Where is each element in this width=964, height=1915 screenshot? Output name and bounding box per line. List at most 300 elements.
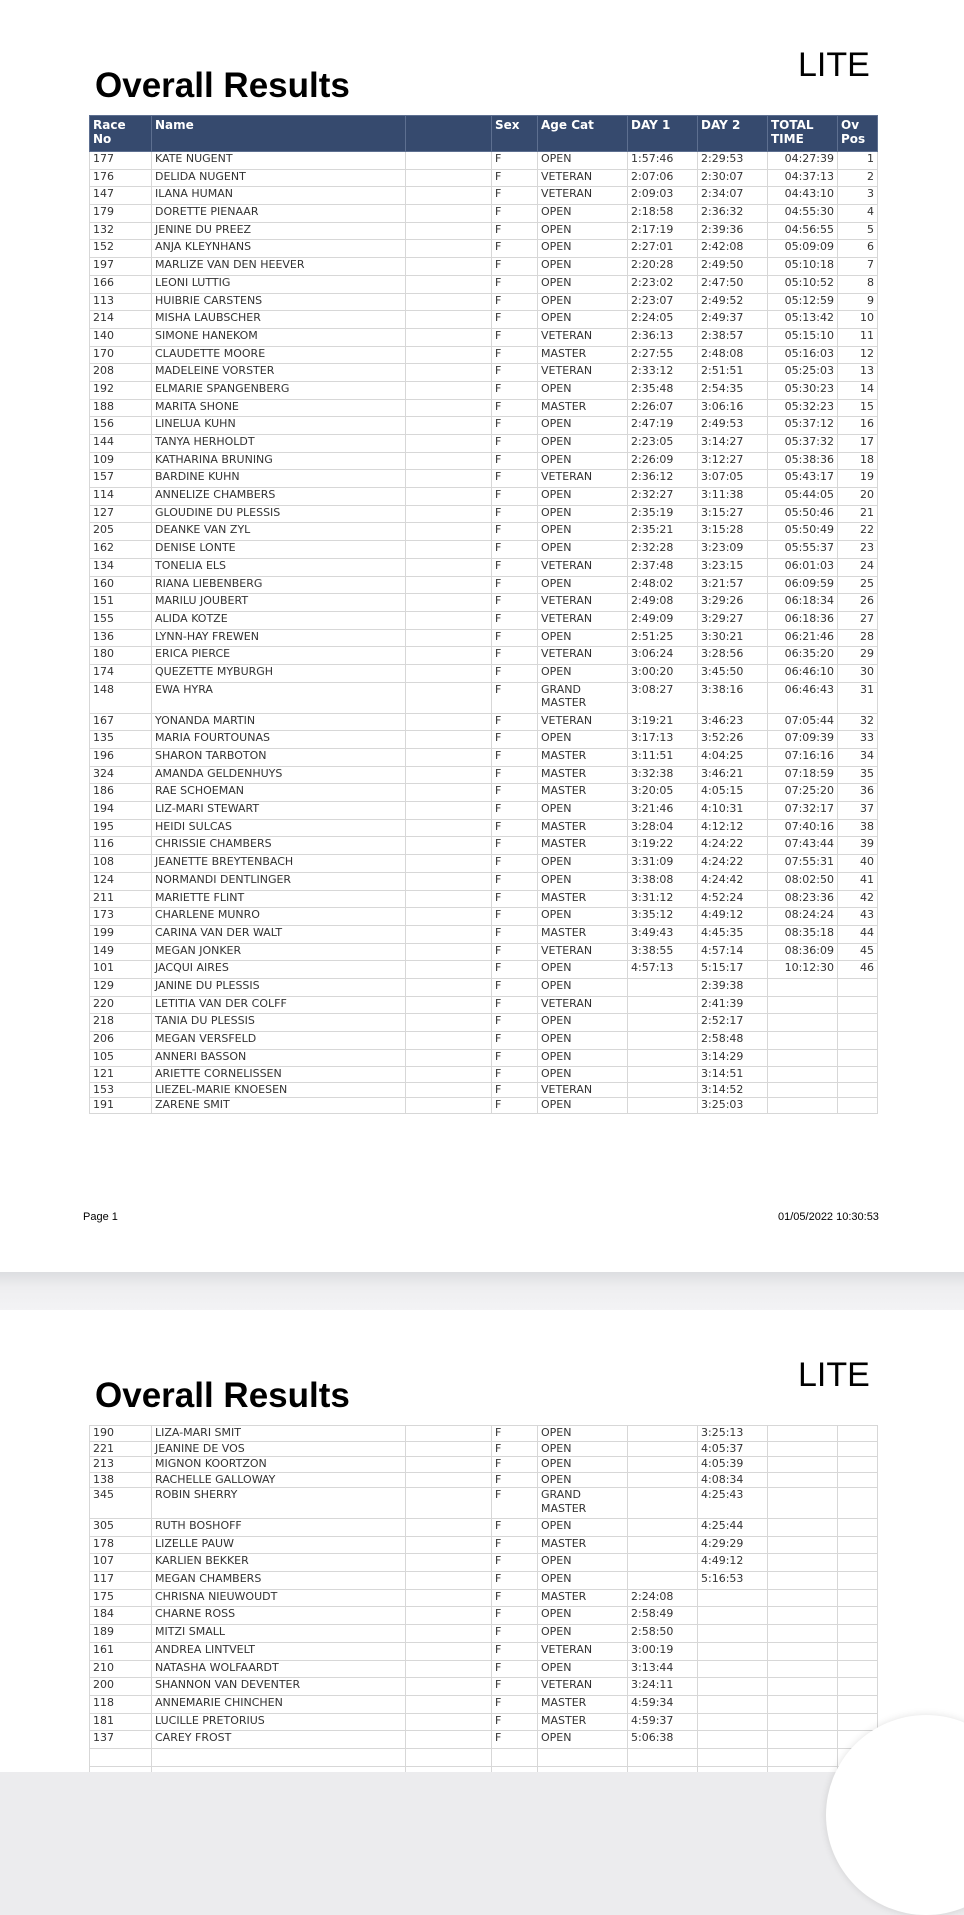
- cell-day-2: 4:25:43: [698, 1488, 768, 1519]
- cell-blank: [406, 784, 492, 802]
- cell-sex: F: [492, 152, 538, 170]
- cell-sex: F: [492, 1554, 538, 1572]
- cell-sex: F: [492, 523, 538, 541]
- cell-name: TONELIA ELS: [152, 558, 406, 576]
- cell-race-no: 107: [90, 1554, 152, 1572]
- cell-sex: F: [492, 328, 538, 346]
- cell-day-1: 3:38:55: [628, 943, 698, 961]
- cell-age-cat: MASTER: [538, 1713, 628, 1731]
- cell-age-cat: VETERAN: [538, 611, 628, 629]
- cell-race-no: 136: [90, 629, 152, 647]
- cell-day-2: 4:49:12: [698, 1554, 768, 1572]
- cell-blank: [406, 1748, 492, 1766]
- cell-blank: [406, 240, 492, 258]
- cell-day-2: 4:10:31: [698, 802, 768, 820]
- cell-day-2: 3:11:38: [698, 488, 768, 506]
- table-row: [90, 1589, 878, 1607]
- table-row: [90, 346, 878, 364]
- cell-blank: [406, 872, 492, 890]
- cell-age-cat: OPEN: [538, 1572, 628, 1590]
- cell-sex: F: [492, 488, 538, 506]
- cell-total-time: [768, 1589, 838, 1607]
- table-row: [90, 1766, 878, 1772]
- cell-day-1: [628, 1457, 698, 1473]
- cell-race-no: 188: [90, 399, 152, 417]
- cell-race-no: 213: [90, 1457, 152, 1473]
- cell-race-no: 218: [90, 1014, 152, 1032]
- cell-ov-pos: 9: [838, 293, 878, 311]
- table-header-row: [90, 116, 878, 152]
- table-row: [90, 978, 878, 996]
- cell-sex: F: [492, 925, 538, 943]
- table-row: [90, 682, 878, 713]
- cell-day-1: 4:59:37: [628, 1713, 698, 1731]
- cell-ov-pos: 46: [838, 961, 878, 979]
- cell-day-2: 2:29:53: [698, 152, 768, 170]
- cell-day-2: 2:47:50: [698, 275, 768, 293]
- cell-ov-pos: 29: [838, 647, 878, 665]
- cell-race-no: 210: [90, 1660, 152, 1678]
- page-separator: [0, 1272, 964, 1310]
- table-row: [90, 258, 878, 276]
- cell-day-2: 3:14:51: [698, 1067, 768, 1083]
- cell-name: ANNEMARIE CHINCHEN: [152, 1695, 406, 1713]
- cell-day-1: 2:36:13: [628, 328, 698, 346]
- cell-day-2: 4:08:34: [698, 1472, 768, 1488]
- cell-name: CHARLENE MUNRO: [152, 908, 406, 926]
- cell-day-1: 2:09:03: [628, 187, 698, 205]
- cell-age-cat: OPEN: [538, 872, 628, 890]
- cell-name: CARINA VAN DER WALT: [152, 925, 406, 943]
- cell-sex: F: [492, 1014, 538, 1032]
- cell-blank: [406, 664, 492, 682]
- cell-blank: [406, 629, 492, 647]
- cell-total-time: 05:12:59: [768, 293, 838, 311]
- cell-total-time: 05:50:46: [768, 505, 838, 523]
- cell-sex: F: [492, 240, 538, 258]
- cell-total-time: 05:30:23: [768, 381, 838, 399]
- cell-day-2: [698, 1678, 768, 1696]
- cell-blank: [406, 435, 492, 453]
- cell-sex: F: [492, 1472, 538, 1488]
- cell-name: MEGAN CHAMBERS: [152, 1572, 406, 1590]
- table-row: [90, 417, 878, 435]
- cell-total-time: [768, 1098, 838, 1114]
- cell-total-time: [768, 1472, 838, 1488]
- table-row: [90, 169, 878, 187]
- cell-age-cat: OPEN: [538, 908, 628, 926]
- cell-sex: F: [492, 1098, 538, 1114]
- table-row: [90, 1519, 878, 1537]
- cell-day-2: 2:49:53: [698, 417, 768, 435]
- cell-ov-pos: [838, 1713, 878, 1731]
- cell-total-time: 07:09:39: [768, 731, 838, 749]
- cell-race-no: 180: [90, 647, 152, 665]
- cell-age-cat: VETERAN: [538, 647, 628, 665]
- cell-day-1: 3:28:04: [628, 819, 698, 837]
- cell-day-1: 2:51:25: [628, 629, 698, 647]
- cell-age-cat: OPEN: [538, 1731, 628, 1749]
- cell-day-1: [628, 1032, 698, 1050]
- cell-sex: F: [492, 1536, 538, 1554]
- cell-day-2: 2:42:08: [698, 240, 768, 258]
- cell-total-time: [768, 1642, 838, 1660]
- cell-total-time: [768, 1441, 838, 1457]
- cell-sex: F: [492, 1519, 538, 1537]
- cell-sex: F: [492, 1082, 538, 1098]
- cell-sex: F: [492, 1625, 538, 1643]
- col-age-cat: Age Cat: [538, 116, 628, 152]
- cell-day-1: 2:24:05: [628, 311, 698, 329]
- cell-age-cat: MASTER: [538, 784, 628, 802]
- cell-ov-pos: 5: [838, 222, 878, 240]
- table-row: [90, 664, 878, 682]
- cell-day-1: [628, 1488, 698, 1519]
- cell-day-1: 2:35:21: [628, 523, 698, 541]
- cell-total-time: [768, 1082, 838, 1098]
- cell-sex: F: [492, 890, 538, 908]
- table-row: [90, 819, 878, 837]
- cell-age-cat: OPEN: [538, 1441, 628, 1457]
- cell-ov-pos: 37: [838, 802, 878, 820]
- cell-age-cat: OPEN: [538, 629, 628, 647]
- cell-total-time: 10:12:30: [768, 961, 838, 979]
- table-row: [90, 943, 878, 961]
- cell-ov-pos: 10: [838, 311, 878, 329]
- cell-total-time: 07:25:20: [768, 784, 838, 802]
- cell-day-2: 4:05:37: [698, 1441, 768, 1457]
- cell-name: SIMONE HANEKOM: [152, 328, 406, 346]
- cell-ov-pos: 27: [838, 611, 878, 629]
- table-row: [90, 505, 878, 523]
- cell-name: NORMANDI DENTLINGER: [152, 872, 406, 890]
- cell-total-time: 04:37:13: [768, 169, 838, 187]
- cell-blank: [406, 558, 492, 576]
- cell-race-no: 200: [90, 1678, 152, 1696]
- cell-name: MARLIZE VAN DEN HEEVER: [152, 258, 406, 276]
- cell-ov-pos: 45: [838, 943, 878, 961]
- cell-day-2: [698, 1713, 768, 1731]
- cell-blank: [406, 1519, 492, 1537]
- cell-ov-pos: [838, 1554, 878, 1572]
- table-row: [90, 240, 878, 258]
- cell-age-cat: MASTER: [538, 925, 628, 943]
- cell-name: [152, 1766, 406, 1772]
- cell-sex: F: [492, 1607, 538, 1625]
- cell-day-1: [628, 1067, 698, 1083]
- cell-age-cat: OPEN: [538, 311, 628, 329]
- cell-day-1: 2:35:48: [628, 381, 698, 399]
- table-row: [90, 1098, 878, 1114]
- cell-ov-pos: 22: [838, 523, 878, 541]
- cell-name: LIZA-MARI SMIT: [152, 1426, 406, 1442]
- cell-day-2: [698, 1589, 768, 1607]
- cell-day-1: 3:11:51: [628, 749, 698, 767]
- cell-name: CHRISNA NIEUWOUDT: [152, 1589, 406, 1607]
- cell-day-2: 3:23:09: [698, 541, 768, 559]
- cell-name: TANIA DU PLESSIS: [152, 1014, 406, 1032]
- cell-name: MIGNON KOORTZON: [152, 1457, 406, 1473]
- cell-race-no: 117: [90, 1572, 152, 1590]
- cell-sex: F: [492, 205, 538, 223]
- table-row: [90, 275, 878, 293]
- cell-sex: [492, 1748, 538, 1766]
- cell-day-1: 4:59:34: [628, 1695, 698, 1713]
- cell-ov-pos: [838, 1678, 878, 1696]
- cell-ov-pos: 42: [838, 890, 878, 908]
- table-row: [90, 1457, 878, 1473]
- cell-age-cat: OPEN: [538, 978, 628, 996]
- cell-sex: F: [492, 1660, 538, 1678]
- cell-age-cat: OPEN: [538, 417, 628, 435]
- cell-day-1: 2:49:08: [628, 594, 698, 612]
- cell-ov-pos: 1: [838, 152, 878, 170]
- cell-total-time: 05:50:49: [768, 523, 838, 541]
- cell-name: DEANKE VAN ZYL: [152, 523, 406, 541]
- cell-name: LINELUA KUHN: [152, 417, 406, 435]
- cell-day-1: 2:36:12: [628, 470, 698, 488]
- cell-blank: [406, 399, 492, 417]
- cell-name: CAREY FROST: [152, 1731, 406, 1749]
- cell-day-1: [628, 1519, 698, 1537]
- cell-total-time: 05:13:42: [768, 311, 838, 329]
- cell-day-2: 4:49:12: [698, 908, 768, 926]
- cell-ov-pos: [838, 1457, 878, 1473]
- cell-age-cat: OPEN: [538, 1457, 628, 1473]
- cell-day-1: [628, 1441, 698, 1457]
- cell-day-1: 2:49:09: [628, 611, 698, 629]
- cell-blank: [406, 505, 492, 523]
- cell-name: SHANNON VAN DEVENTER: [152, 1678, 406, 1696]
- cell-sex: F: [492, 541, 538, 559]
- results-page-2: [0, 1310, 964, 1772]
- cell-race-no: 162: [90, 541, 152, 559]
- cell-race-no: 175: [90, 1589, 152, 1607]
- cell-total-time: [768, 1660, 838, 1678]
- cell-blank: [406, 1554, 492, 1572]
- cell-name: HEIDI SULCAS: [152, 819, 406, 837]
- cell-sex: F: [492, 819, 538, 837]
- cell-race-no: [90, 1748, 152, 1766]
- cell-day-2: 3:23:15: [698, 558, 768, 576]
- cell-sex: F: [492, 435, 538, 453]
- cell-ov-pos: [838, 1572, 878, 1590]
- cell-name: LEONI LUTTIG: [152, 275, 406, 293]
- cell-age-cat: OPEN: [538, 258, 628, 276]
- cell-day-2: 2:49:52: [698, 293, 768, 311]
- cell-race-no: 166: [90, 275, 152, 293]
- col-blank: [406, 116, 492, 152]
- cell-ov-pos: [838, 1607, 878, 1625]
- cell-race-no: 205: [90, 523, 152, 541]
- cell-day-2: 2:39:36: [698, 222, 768, 240]
- cell-day-1: 3:13:44: [628, 1660, 698, 1678]
- cell-age-cat: [538, 1766, 628, 1772]
- cell-race-no: 211: [90, 890, 152, 908]
- cell-sex: F: [492, 1032, 538, 1050]
- cell-ov-pos: 15: [838, 399, 878, 417]
- cell-total-time: 05:25:03: [768, 364, 838, 382]
- page-title: Overall Results: [95, 1376, 350, 1415]
- cell-total-time: 07:55:31: [768, 855, 838, 873]
- table-row: [90, 629, 878, 647]
- table-row: [90, 802, 878, 820]
- cell-sex: F: [492, 452, 538, 470]
- cell-sex: F: [492, 1695, 538, 1713]
- cell-race-no: 208: [90, 364, 152, 382]
- cell-day-2: 3:06:16: [698, 399, 768, 417]
- cell-ov-pos: 7: [838, 258, 878, 276]
- cell-age-cat: MASTER: [538, 819, 628, 837]
- cell-total-time: 07:05:44: [768, 713, 838, 731]
- cell-name: MARILU JOUBERT: [152, 594, 406, 612]
- cell-name: EWA HYRA: [152, 682, 406, 713]
- cell-age-cat: MASTER: [538, 346, 628, 364]
- cell-blank: [406, 996, 492, 1014]
- cell-total-time: [768, 1678, 838, 1696]
- cell-race-no: 194: [90, 802, 152, 820]
- cell-blank: [406, 978, 492, 996]
- cell-total-time: 07:16:16: [768, 749, 838, 767]
- cell-day-1: 2:23:05: [628, 435, 698, 453]
- cell-day-2: 4:24:42: [698, 872, 768, 890]
- cell-total-time: 06:21:46: [768, 629, 838, 647]
- cell-race-no: 113: [90, 293, 152, 311]
- cell-race-no: 179: [90, 205, 152, 223]
- cell-race-no: 221: [90, 1441, 152, 1457]
- cell-name: MARITA SHONE: [152, 399, 406, 417]
- cell-day-2: 2:36:32: [698, 205, 768, 223]
- cell-sex: F: [492, 855, 538, 873]
- cell-age-cat: OPEN: [538, 523, 628, 541]
- cell-day-2: 3:14:52: [698, 1082, 768, 1098]
- cell-blank: [406, 1067, 492, 1083]
- cell-day-2: 4:24:22: [698, 855, 768, 873]
- cell-blank: [406, 1642, 492, 1660]
- cell-blank: [406, 275, 492, 293]
- cell-day-1: 2:48:02: [628, 576, 698, 594]
- table-row: [90, 749, 878, 767]
- cell-total-time: [768, 1067, 838, 1083]
- cell-blank: [406, 222, 492, 240]
- cell-age-cat: OPEN: [538, 731, 628, 749]
- cell-age-cat: VETERAN: [538, 187, 628, 205]
- cell-ov-pos: 11: [838, 328, 878, 346]
- cell-age-cat: OPEN: [538, 1014, 628, 1032]
- cell-day-1: [628, 1014, 698, 1032]
- cell-age-cat: OPEN: [538, 576, 628, 594]
- cell-race-no: 197: [90, 258, 152, 276]
- cell-race-no: 144: [90, 435, 152, 453]
- table-row: [90, 961, 878, 979]
- cell-name: MEGAN JONKER: [152, 943, 406, 961]
- table-row: [90, 1678, 878, 1696]
- cell-race-no: 345: [90, 1488, 152, 1519]
- cell-day-2: 3:46:21: [698, 766, 768, 784]
- table-row: [90, 328, 878, 346]
- cell-day-2: 5:15:17: [698, 961, 768, 979]
- cell-ov-pos: [838, 1067, 878, 1083]
- cell-day-2: 4:25:44: [698, 1519, 768, 1537]
- cell-total-time: 04:55:30: [768, 205, 838, 223]
- cell-race-no: 192: [90, 381, 152, 399]
- cell-day-2: [698, 1642, 768, 1660]
- table-row: [90, 1642, 878, 1660]
- table-row: [90, 1536, 878, 1554]
- cell-race-no: 160: [90, 576, 152, 594]
- cell-ov-pos: 39: [838, 837, 878, 855]
- table-row: [90, 837, 878, 855]
- cell-sex: F: [492, 784, 538, 802]
- table-row: [90, 205, 878, 223]
- cell-race-no: 148: [90, 682, 152, 713]
- table-row: [90, 541, 878, 559]
- cell-total-time: [768, 1014, 838, 1032]
- cell-day-2: 2:30:07: [698, 169, 768, 187]
- cell-total-time: 04:43:10: [768, 187, 838, 205]
- cell-day-2: 3:38:16: [698, 682, 768, 713]
- cell-ov-pos: 16: [838, 417, 878, 435]
- cell-ov-pos: 6: [838, 240, 878, 258]
- cell-day-2: 3:29:26: [698, 594, 768, 612]
- cell-ov-pos: 20: [838, 488, 878, 506]
- cell-day-1: [628, 1472, 698, 1488]
- cell-name: LYNN-HAY FREWEN: [152, 629, 406, 647]
- cell-age-cat: OPEN: [538, 1472, 628, 1488]
- cell-day-2: 4:05:15: [698, 784, 768, 802]
- cell-day-1: [628, 1536, 698, 1554]
- cell-age-cat: MASTER: [538, 399, 628, 417]
- cell-total-time: 05:10:18: [768, 258, 838, 276]
- cell-day-1: [628, 978, 698, 996]
- cell-name: JENINE DU PREEZ: [152, 222, 406, 240]
- cell-ov-pos: 25: [838, 576, 878, 594]
- cell-total-time: 05:37:12: [768, 417, 838, 435]
- cell-ov-pos: 33: [838, 731, 878, 749]
- cell-ov-pos: 35: [838, 766, 878, 784]
- cell-age-cat: OPEN: [538, 855, 628, 873]
- table-row: [90, 1731, 878, 1749]
- cell-blank: [406, 488, 492, 506]
- cell-total-time: 05:32:23: [768, 399, 838, 417]
- cell-race-no: 189: [90, 1625, 152, 1643]
- cell-day-1: [628, 1748, 698, 1766]
- cell-ov-pos: 4: [838, 205, 878, 223]
- cell-sex: F: [492, 837, 538, 855]
- cell-name: RIANA LIEBENBERG: [152, 576, 406, 594]
- cell-ov-pos: [838, 1519, 878, 1537]
- cell-total-time: 04:27:39: [768, 152, 838, 170]
- cell-total-time: 06:18:34: [768, 594, 838, 612]
- cell-sex: F: [492, 1488, 538, 1519]
- table-row: [90, 784, 878, 802]
- cell-sex: F: [492, 1572, 538, 1590]
- cell-sex: F: [492, 594, 538, 612]
- table-row: [90, 381, 878, 399]
- cell-name: DENISE LONTE: [152, 541, 406, 559]
- cell-name: ANDREA LINTVELT: [152, 1642, 406, 1660]
- cell-race-no: 140: [90, 328, 152, 346]
- cell-day-1: 2:35:19: [628, 505, 698, 523]
- cell-age-cat: OPEN: [538, 505, 628, 523]
- cell-race-no: 101: [90, 961, 152, 979]
- cell-age-cat: OPEN: [538, 802, 628, 820]
- cell-total-time: [768, 1049, 838, 1067]
- cell-day-1: [628, 1572, 698, 1590]
- cell-blank: [406, 961, 492, 979]
- col-total-time: TOTAL TIME: [768, 116, 838, 152]
- cell-age-cat: OPEN: [538, 240, 628, 258]
